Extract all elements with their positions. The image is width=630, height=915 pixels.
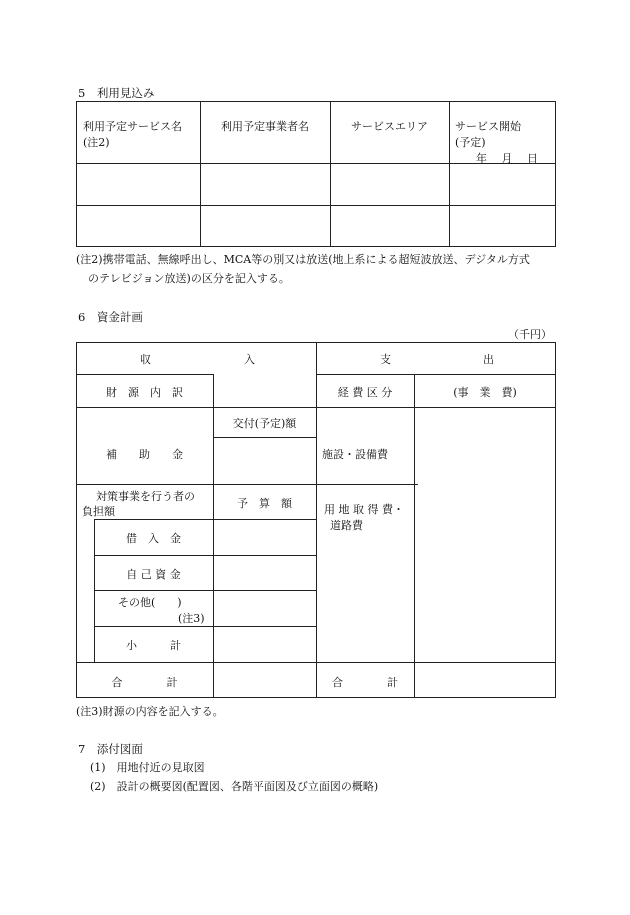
burden-label-1: 対策事業を行う者の <box>96 490 195 503</box>
col-service-start: サービス開始 <box>455 120 521 133</box>
note-ref-2: (注2) <box>83 136 110 149</box>
income-header-2: 入 <box>244 353 255 366</box>
col-service-area: サービスエリア <box>351 120 428 133</box>
col-service-start-date: 年 月 日 <box>476 152 538 165</box>
expense-header-2: 出 <box>483 353 494 366</box>
source-breakdown-label: 財 源 内 訳 <box>106 386 183 399</box>
total-expense-label: 合 計 <box>332 676 398 689</box>
total-income-label: 合 計 <box>111 676 178 689</box>
grant-amount-label: 交付(予定)額 <box>232 417 297 430</box>
land-cost-label-1: 用 地 取 得 費・ <box>324 503 404 516</box>
expense-category-label: 経 費 区 分 <box>337 386 393 399</box>
own-funds-label: 自 己 資 金 <box>126 568 181 581</box>
project-cost-label: (事 業 費) <box>453 386 517 399</box>
col-service-name: 利用予定サービス名 <box>83 120 182 133</box>
land-cost-label-2: 道路費 <box>330 519 363 532</box>
subsidy-label: 補 助 金 <box>106 448 183 461</box>
col-operator-name: 利用予定事業者名 <box>221 120 309 133</box>
section-6-heading: 6 資金計画 <box>78 310 143 324</box>
loan-label: 借 入 金 <box>126 532 181 545</box>
note-2-line-2: のテレビジョン放送)の区分を記入する。 <box>88 272 290 285</box>
expense-header-1: 支 <box>380 353 391 366</box>
facility-cost-label: 施設・設備費 <box>322 448 388 461</box>
section-7-heading: 7 添付図面 <box>78 742 143 756</box>
attachment-item-1: (1) 用地付近の見取図 <box>90 761 205 774</box>
unit-label: （千円） <box>508 328 552 341</box>
burden-label-2: 負担額 <box>82 505 115 518</box>
section-5-heading: 5 利用見込み <box>78 86 155 100</box>
col-service-start-planned: (予定) <box>455 136 486 149</box>
other-label: その他( ) <box>118 596 182 609</box>
note-ref-3: (注3) <box>178 612 205 625</box>
note-2-line-1: (注2)携帯電話、無線呼出し、MCA等の別又は放送(地上系による超短波放送、デジタル方式 <box>76 253 530 266</box>
note-3: (注3)財源の内容を記入する。 <box>76 705 224 718</box>
income-header-1: 収 <box>140 353 151 366</box>
attachment-item-2: (2) 設計の概要図(配置図、各階平面図及び立面図の概略) <box>90 780 379 793</box>
subtotal-label: 小 計 <box>126 639 181 652</box>
budget-amount-label: 予 算 額 <box>237 497 292 510</box>
